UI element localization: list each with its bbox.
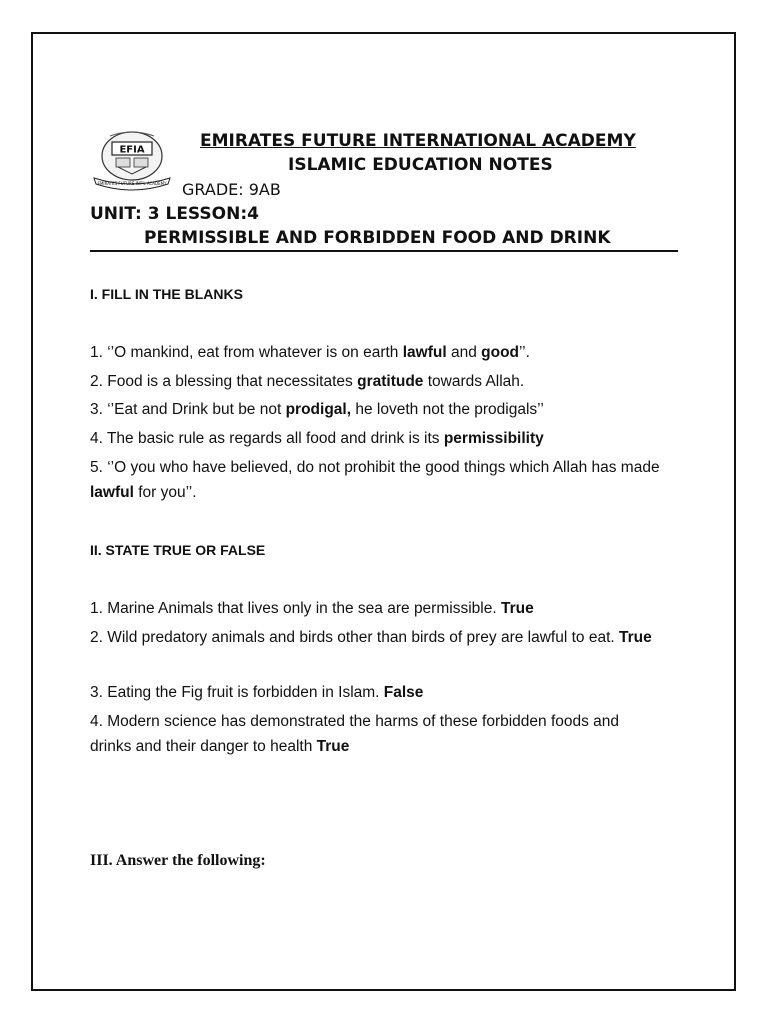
fill-blank-item: 1. ‘’O mankind, eat from whatever is on earth lawful and good’’. [90, 344, 530, 361]
grade-label: GRADE: 9AB [182, 180, 281, 199]
fill-blank-item: 2. Food is a blessing that necessitates gratitude towards Allah. [90, 373, 525, 390]
true-false-item: 4. Modern science has demonstrated the harms of these forbidden foods and drinks and their danger to health True [90, 713, 620, 755]
true-false-item: 1. Marine Animals that lives only in the sea are permissible. True [90, 600, 534, 617]
fill-blank-item: 3. ‘’Eat and Drink but be not prodigal, he loveth not the prodigals’’ [90, 401, 544, 418]
logo-ribbon-text: EMIRATES FUTURE INT'L ACADEMY [97, 181, 167, 186]
section-heading-answer: III. Answer the following: [90, 852, 266, 869]
true-false-item: 2. Wild predatory animals and birds other than birds of prey are lawful to eat. True [90, 629, 652, 646]
subject-title: ISLAMIC EDUCATION NOTES [288, 155, 553, 175]
true-false-item: 3. Eating the Fig fruit is forbidden in Islam. False [90, 684, 424, 701]
header-divider [90, 250, 678, 252]
fill-blank-item: 4. The basic rule as regards all food and drink is its permissibility [90, 430, 544, 447]
section-heading-fill-blanks: I. FILL IN THE BLANKS [90, 286, 243, 302]
section-heading-true-false: II. STATE TRUE OR FALSE [90, 542, 266, 558]
school-logo [90, 130, 174, 192]
school-name: EMIRATES FUTURE INTERNATIONAL ACADEMY [200, 131, 636, 151]
unit-lesson-label: UNIT: 3 LESSON:4 [90, 204, 259, 224]
logo-text: EFIA [119, 144, 145, 156]
fill-blank-item: 5. ‘’O you who have believed, do not prohibit the good things which Allah has made lawful for you’’. [90, 459, 660, 501]
lesson-title: PERMISSIBLE AND FORBIDDEN FOOD AND DRINK [144, 228, 611, 248]
